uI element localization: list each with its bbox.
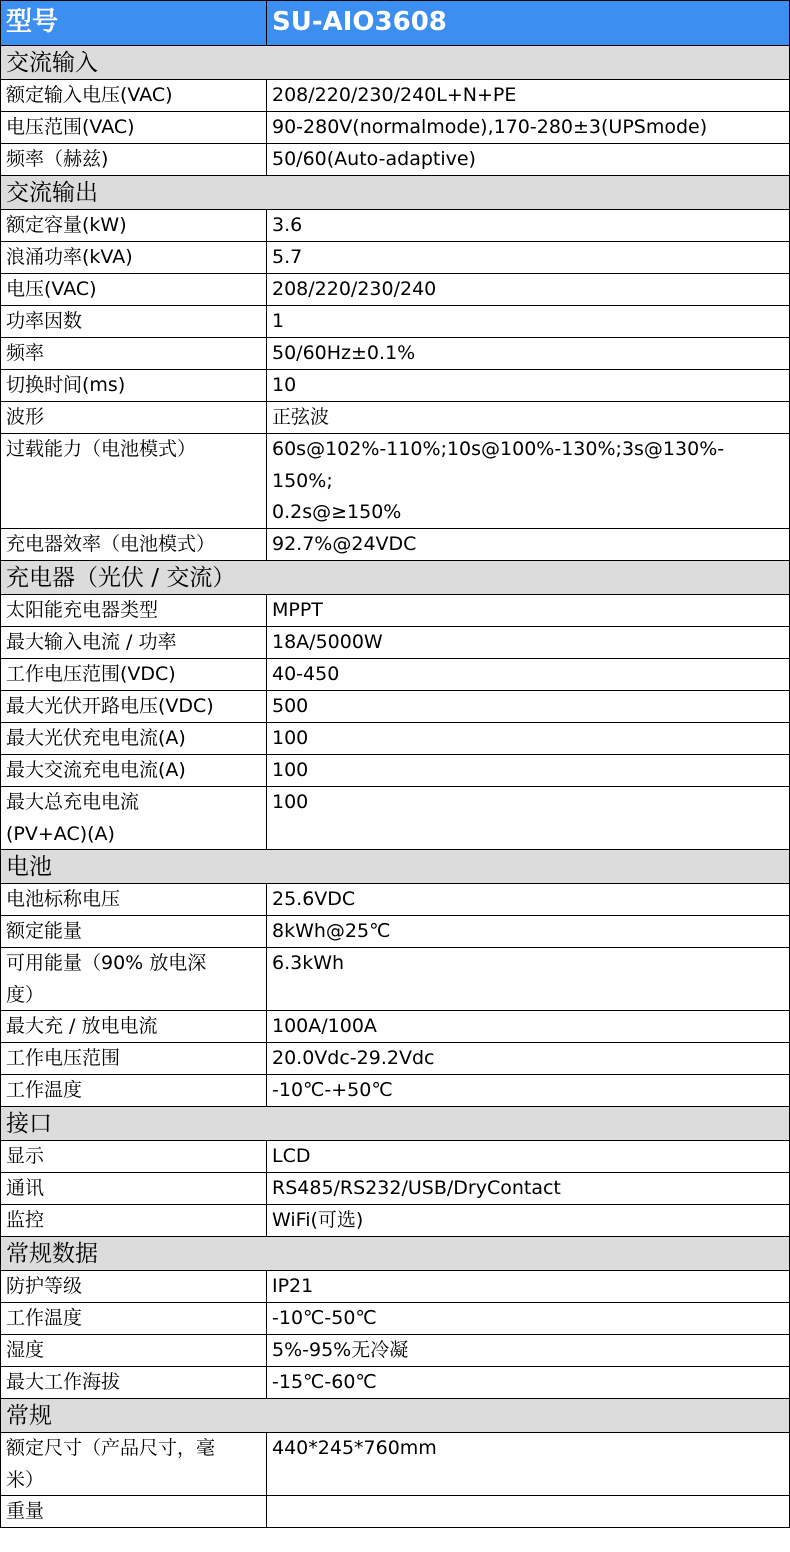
value-cell: [266, 273, 790, 305]
spec-value: RS485/RS232/USB/DryContact: [272, 1177, 561, 1199]
value-cell: [266, 626, 790, 658]
section-header: [0, 45, 790, 79]
spec-label: 最大光伏开路电压(VDC): [6, 695, 214, 717]
spec-label: 波形: [6, 406, 45, 428]
spec-label: 重量: [6, 1500, 45, 1522]
spec-value: 440*245*760mm: [272, 1437, 437, 1459]
value-cell: [266, 433, 790, 528]
header-model-cell: [266, 0, 790, 45]
value-cell: [266, 1010, 790, 1042]
table-row: [0, 1074, 790, 1106]
value-cell: [266, 111, 790, 143]
spec-label: 监控: [6, 1209, 45, 1231]
spec-label: 电压(VAC): [6, 278, 97, 300]
value-cell: [266, 1366, 790, 1398]
spec-value: 208/220/230/240: [272, 278, 437, 300]
value-cell: [266, 1140, 790, 1172]
table-row: [0, 1432, 790, 1495]
section-cell: [0, 849, 790, 883]
spec-value: 50/60Hz±0.1%: [272, 342, 416, 364]
table-row: [0, 369, 790, 401]
spec-label: 过载能力（电池模式）: [6, 438, 197, 460]
key-cell: [0, 1270, 266, 1302]
table-row: [0, 1204, 790, 1236]
spec-value: 8kWh@25℃: [272, 920, 391, 942]
table-row: [0, 1270, 790, 1302]
table-row: [0, 241, 790, 273]
spec-value: -10℃-50℃: [272, 1307, 377, 1329]
table-row: [0, 915, 790, 947]
spec-value: 500: [272, 695, 309, 717]
table-row: [0, 305, 790, 337]
header-label-cell: [0, 0, 266, 45]
spec-label: 可用能量（90% 放电深: [6, 952, 207, 974]
section-header: [0, 1398, 790, 1432]
key-cell: [0, 528, 266, 560]
table-row: [0, 883, 790, 915]
spec-value: MPPT: [272, 599, 323, 621]
section-title: 交流输出: [6, 180, 98, 206]
spec-value: 100: [272, 791, 309, 813]
spec-value: 150%;: [272, 469, 333, 492]
section-header: [0, 175, 790, 209]
spec-value: 90-280V(normalmode),170-280±3(UPSmode): [272, 116, 708, 138]
section-cell: [0, 1398, 790, 1432]
value-cell: [266, 658, 790, 690]
value-cell: [266, 337, 790, 369]
section-cell: [0, 1106, 790, 1140]
key-cell: [0, 1204, 266, 1236]
spec-label: 湿度: [6, 1339, 45, 1361]
table-row: [0, 401, 790, 433]
section-title: 交流输入: [6, 50, 98, 76]
table-row: [0, 722, 790, 754]
spec-value: 50/60(Auto-adaptive): [272, 148, 476, 170]
key-cell: [0, 1172, 266, 1204]
spec-label: 防护等级: [6, 1275, 83, 1297]
spec-value: 18A/5000W: [272, 631, 383, 653]
key-cell: [0, 433, 266, 528]
section-title: 接口: [6, 1111, 52, 1137]
spec-label: 工作电压范围(VDC): [6, 663, 176, 685]
value-cell: [266, 1270, 790, 1302]
value-cell: [266, 1172, 790, 1204]
key-cell: [0, 79, 266, 111]
key-cell: [0, 786, 266, 849]
key-cell: [0, 1366, 266, 1398]
key-cell: [0, 690, 266, 722]
value-cell: [266, 947, 790, 1010]
value-cell: [266, 1074, 790, 1106]
spec-label: 最大工作海拔: [6, 1371, 121, 1393]
key-cell: [0, 754, 266, 786]
spec-value: 1: [272, 310, 285, 332]
table-row: [0, 79, 790, 111]
value-cell: [266, 209, 790, 241]
spec-label: 频率: [6, 342, 45, 364]
table-row: [0, 528, 790, 560]
spec-label: 最大总充电电流: [6, 791, 140, 813]
table-row: [0, 947, 790, 1010]
section-title: 常规数据: [6, 1241, 98, 1267]
spec-label: 浪涌功率(kVA): [6, 246, 133, 268]
spec-value: 10: [272, 374, 297, 396]
spec-value: 100A/100A: [272, 1015, 377, 1037]
spec-value: 25.6VDC: [272, 888, 356, 910]
spec-label: 额定输入电压(VAC): [6, 84, 173, 106]
key-cell: [0, 111, 266, 143]
value-cell: [266, 915, 790, 947]
table-row: [0, 1042, 790, 1074]
table-row: [0, 658, 790, 690]
table-row: [0, 690, 790, 722]
section-title: 充电器（光伏 / 交流）: [6, 565, 236, 591]
table-row: [0, 1010, 790, 1042]
key-cell: [0, 722, 266, 754]
spec-label: 工作电压范围: [6, 1047, 121, 1069]
spec-label: 工作温度: [6, 1079, 83, 1101]
value-cell: [266, 690, 790, 722]
key-cell: [0, 305, 266, 337]
key-cell: [0, 1495, 266, 1527]
table-row: [0, 1334, 790, 1366]
section-cell: [0, 45, 790, 79]
table-bottom-border: [0, 1527, 790, 1528]
spec-label: 频率（赫兹): [6, 148, 109, 170]
spec-value: 40-450: [272, 663, 340, 685]
section-header: [0, 560, 790, 594]
spec-label: 额定能量: [6, 920, 83, 942]
key-cell: [0, 915, 266, 947]
value-cell: [266, 1302, 790, 1334]
spec-label: 额定尺寸（产品尺寸，毫: [6, 1437, 216, 1459]
spec-value: -15℃-60℃: [272, 1371, 377, 1393]
key-cell: [0, 369, 266, 401]
spec-label: 电池标称电压: [6, 888, 121, 910]
value-cell: [266, 1334, 790, 1366]
spec-value: 3.6: [272, 214, 303, 236]
spec-value: WiFi(可选): [272, 1209, 364, 1231]
section-header: [0, 849, 790, 883]
spec-value: -10℃-+50℃: [272, 1079, 393, 1101]
key-cell: [0, 1140, 266, 1172]
value-cell: [266, 754, 790, 786]
key-cell: [0, 626, 266, 658]
spec-label: 度）: [6, 983, 45, 1006]
table-row: [0, 1302, 790, 1334]
table-row: [0, 337, 790, 369]
spec-value: 正弦波: [272, 406, 330, 428]
model-name: SU-AIO3608: [272, 7, 447, 37]
spec-label: 最大交流充电电流(A): [6, 759, 186, 781]
key-cell: [0, 594, 266, 626]
spec-label: 太阳能充电器类型: [6, 599, 159, 621]
table-header-row: [0, 0, 790, 45]
table-row: [0, 1172, 790, 1204]
table-row: [0, 433, 790, 528]
key-cell: [0, 1074, 266, 1106]
key-cell: [0, 401, 266, 433]
value-cell: [266, 1495, 790, 1527]
spec-value: 208/220/230/240L+N+PE: [272, 84, 517, 106]
spec-label: 切换时间(ms): [6, 374, 126, 396]
key-cell: [0, 337, 266, 369]
spec-label: 通讯: [6, 1177, 45, 1199]
key-cell: [0, 1302, 266, 1334]
spec-label: 最大充 / 放电电流: [6, 1015, 158, 1037]
section-header: [0, 1106, 790, 1140]
value-cell: [266, 305, 790, 337]
spec-label: 充电器效率（电池模式）: [6, 533, 216, 555]
spec-value: LCD: [272, 1145, 311, 1167]
table-row: [0, 111, 790, 143]
value-cell: [266, 241, 790, 273]
table-row: [0, 754, 790, 786]
spec-value: 20.0Vdc-29.2Vdc: [272, 1047, 435, 1069]
table-row: [0, 786, 790, 849]
value-cell: [266, 1204, 790, 1236]
spec-value: 0.2s@≥150%: [272, 501, 402, 523]
spec-value: 5.7: [272, 246, 303, 268]
value-cell: [266, 79, 790, 111]
key-cell: [0, 241, 266, 273]
value-cell: [266, 786, 790, 849]
section-title: 电池: [6, 854, 52, 880]
table-row: [0, 1366, 790, 1398]
section-cell: [0, 175, 790, 209]
value-cell: [266, 401, 790, 433]
spec-label: 功率因数: [6, 310, 83, 332]
spec-label: 最大光伏充电电流(A): [6, 727, 186, 749]
spec-value: 6.3kWh: [272, 952, 345, 974]
spec-value: IP21: [272, 1275, 314, 1297]
section-cell: [0, 1236, 790, 1270]
spec-value: 100: [272, 759, 309, 781]
table-row: [0, 143, 790, 175]
spec-label: 米）: [6, 1468, 45, 1491]
spec-label: 电压范围(VAC): [6, 116, 135, 138]
spec-value: 100: [272, 727, 309, 749]
spec-label: 额定容量(kW): [6, 214, 127, 236]
value-cell: [266, 1042, 790, 1074]
section-cell: [0, 560, 790, 594]
key-cell: [0, 658, 266, 690]
value-cell: [266, 528, 790, 560]
table-row: [0, 209, 790, 241]
value-cell: [266, 143, 790, 175]
spec-value: 60s@102%-110%;10s@100%-130%;3s@130%-: [272, 438, 725, 460]
value-cell: [266, 722, 790, 754]
key-cell: [0, 1432, 266, 1495]
table-row: [0, 1495, 790, 1527]
value-cell: [266, 369, 790, 401]
section-title: 常规: [6, 1403, 52, 1429]
table-row: [0, 273, 790, 305]
key-cell: [0, 947, 266, 1010]
section-header: [0, 1236, 790, 1270]
key-cell: [0, 883, 266, 915]
header-label: 型号: [6, 7, 59, 37]
spec-value: 92.7%@24VDC: [272, 533, 417, 555]
spec-label: 最大输入电流 / 功率: [6, 631, 177, 653]
value-cell: [266, 594, 790, 626]
spec-label: (PV+AC)(A): [6, 822, 115, 845]
key-cell: [0, 209, 266, 241]
table-row: [0, 594, 790, 626]
value-cell: [266, 1432, 790, 1495]
key-cell: [0, 1042, 266, 1074]
key-cell: [0, 1010, 266, 1042]
value-cell: [266, 883, 790, 915]
table-row: [0, 626, 790, 658]
table-row: [0, 1140, 790, 1172]
key-cell: [0, 1334, 266, 1366]
key-cell: [0, 143, 266, 175]
spec-label: 工作温度: [6, 1307, 83, 1329]
spec-value: 5%-95%无冷凝: [272, 1339, 409, 1361]
key-cell: [0, 273, 266, 305]
spec-label: 显示: [6, 1145, 45, 1167]
